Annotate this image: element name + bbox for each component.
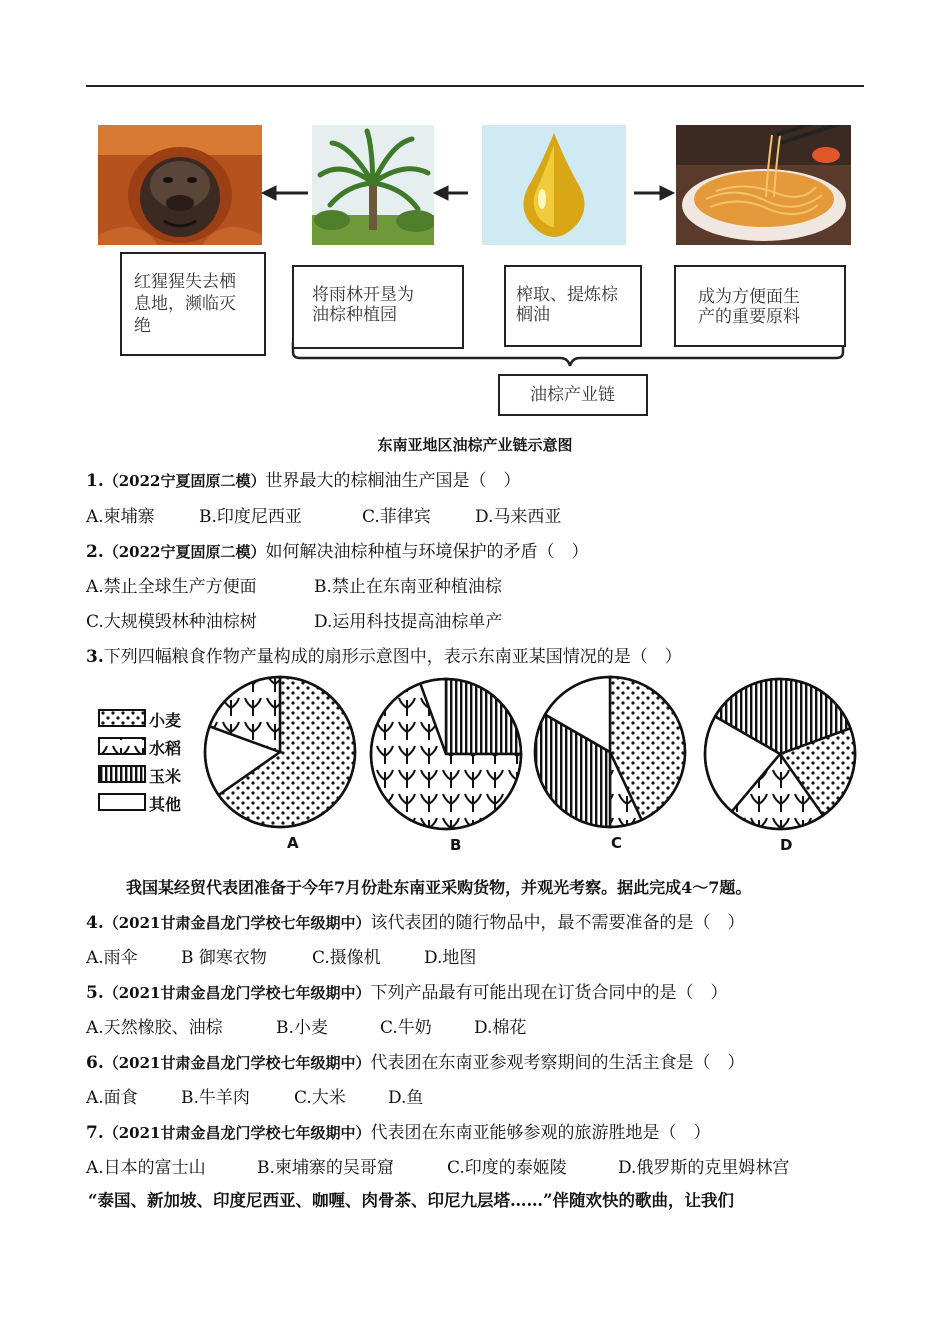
question-2-options-row1 (86, 572, 502, 597)
legend-other-label: 其他 (149, 795, 182, 814)
option-b[interactable]: B.柬埔寨的吴哥窟 (257, 1158, 394, 1178)
legend-corn-label: 玉米 (149, 767, 182, 786)
arrow-right-icon (660, 186, 674, 200)
pie-figure (0, 670, 950, 860)
pie-label-c[interactable]: C (611, 834, 623, 852)
option-d[interactable]: D.运用科技提高油棕单产 (314, 612, 503, 632)
option-c[interactable]: C.大规模毁林种油棕树 (86, 612, 257, 632)
pie-label-d[interactable]: D (780, 836, 793, 854)
arrow-left-icon (434, 186, 448, 200)
legend-rice-label: 水稻 (149, 739, 182, 758)
question-text: 该代表团的随行物品中，最不需要准备的是（ ） (370, 913, 745, 933)
box-noodles (674, 265, 846, 347)
question-text: 下列产品最有可能出现在订货合同中的是（ ） (370, 983, 728, 1003)
question-source: （2021甘肃金昌龙门学校七年级期中） (103, 1054, 371, 1072)
chain-label: 油棕产业链 (530, 385, 615, 405)
option-d[interactable]: D.地图 (424, 948, 477, 968)
group-intro: 我国某经贸代表团准备于今年7月份赴东南亚采购货物，并观光考察。据此完成4～7题。 (126, 878, 752, 897)
box-extract (504, 265, 642, 347)
question-source: （2021甘肃金昌龙门学校七年级期中） (103, 984, 371, 1002)
option-a[interactable]: A.天然橡胶、油棕 (86, 1018, 223, 1038)
option-c[interactable]: C.摄像机 (312, 948, 381, 968)
question-source: （2022宁夏固原二模） (103, 543, 266, 561)
box-plantation (292, 265, 464, 349)
option-d[interactable]: D.俄罗斯的克里姆林宫 (618, 1158, 790, 1178)
box-line: 绝 (134, 316, 151, 336)
question-number: 4. (86, 913, 104, 933)
option-d[interactable]: D.棉花 (474, 1018, 527, 1038)
box-line: 榈油 (516, 305, 550, 325)
option-b[interactable]: B.禁止在东南亚种植油棕 (314, 577, 502, 597)
option-d[interactable]: D.鱼 (388, 1088, 424, 1108)
question-source: （2021甘肃金昌龙门学校七年级期中） (103, 914, 371, 932)
question-5 (86, 978, 728, 1003)
closing-text: “泰国、新加坡、印度尼西亚、咖喱、肉骨茶、印尼九层塔……”伴随欢快的歌曲，让我们 (88, 1191, 734, 1210)
option-b[interactable]: B.小麦 (276, 1018, 328, 1038)
box-line: 将雨林开垦为 (312, 285, 414, 305)
option-a[interactable]: A.面食 (86, 1088, 138, 1108)
question-2 (86, 537, 589, 562)
arrow-left-icon (262, 186, 276, 200)
question-1-options (86, 502, 561, 527)
option-b[interactable]: B.印度尼西亚 (199, 507, 302, 527)
option-a[interactable]: A.日本的富士山 (86, 1158, 206, 1178)
option-a[interactable]: A.禁止全球生产方便面 (86, 577, 257, 597)
legend-rice-swatch (99, 738, 145, 754)
question-5-options (86, 1013, 526, 1038)
option-d[interactable]: D.马来西亚 (475, 507, 562, 527)
question-text: 下列四幅粮食作物产量构成的扇形示意图中，表示东南亚某国情况的是（ ） (103, 647, 682, 667)
option-c[interactable]: C.印度的泰姬陵 (447, 1158, 567, 1178)
question-text: 代表团在东南亚能够参观的旅游胜地是（ ） (370, 1123, 711, 1143)
arrows-layer (0, 0, 950, 420)
pie-label-a[interactable]: A (287, 834, 299, 852)
question-3 (86, 642, 682, 667)
option-a[interactable]: A.柬埔寨 (86, 507, 155, 527)
option-b[interactable]: B.牛羊肉 (181, 1088, 250, 1108)
question-6-options (86, 1083, 423, 1108)
legend-other-swatch (99, 794, 145, 810)
box-line: 榨取、提炼棕 (516, 285, 618, 305)
diagram-caption: 东南亚地区油棕产业链示意图 (377, 436, 573, 454)
box-orangutan (120, 252, 266, 356)
legend-wheat-swatch (99, 710, 145, 726)
box-line: 成为方便面生 (698, 287, 800, 307)
option-a[interactable]: A.雨伞 (86, 948, 138, 968)
option-b[interactable]: B 御寒衣物 (181, 948, 267, 968)
legend-wheat-label: 小麦 (149, 711, 182, 730)
question-2-options-row2 (86, 607, 502, 632)
question-6 (86, 1048, 745, 1073)
question-7 (86, 1118, 711, 1143)
question-number: 7. (86, 1123, 104, 1143)
question-source: （2021甘肃金昌龙门学校七年级期中） (103, 1124, 371, 1142)
option-c[interactable]: C.菲律宾 (362, 507, 431, 527)
box-chain-label (498, 374, 648, 416)
question-4 (86, 908, 745, 933)
question-source: （2022宁夏固原二模） (103, 472, 266, 490)
question-1 (86, 466, 521, 491)
question-number: 1. (86, 471, 104, 491)
option-c[interactable]: C.牛奶 (380, 1018, 432, 1038)
question-text: 世界最大的棕榈油生产国是（ ） (265, 471, 521, 491)
question-7-options (86, 1153, 789, 1178)
box-line: 油棕种植园 (312, 305, 397, 325)
box-line: 产的重要原料 (698, 307, 800, 327)
question-4-options (86, 943, 476, 968)
option-c[interactable]: C.大米 (294, 1088, 346, 1108)
question-number: 2. (86, 542, 104, 562)
legend-corn-swatch (99, 766, 145, 782)
question-number: 3. (86, 647, 104, 667)
box-line: 息地，濒临灭 (134, 294, 236, 314)
question-number: 6. (86, 1053, 104, 1073)
question-number: 5. (86, 983, 104, 1003)
question-text: 代表团在东南亚参观考察期间的生活主食是（ ） (370, 1053, 745, 1073)
pie-label-b[interactable]: B (450, 836, 462, 854)
question-text: 如何解决油棕种植与环境保护的矛盾（ ） (265, 542, 589, 562)
box-line: 红猩猩失去栖 (134, 272, 236, 292)
